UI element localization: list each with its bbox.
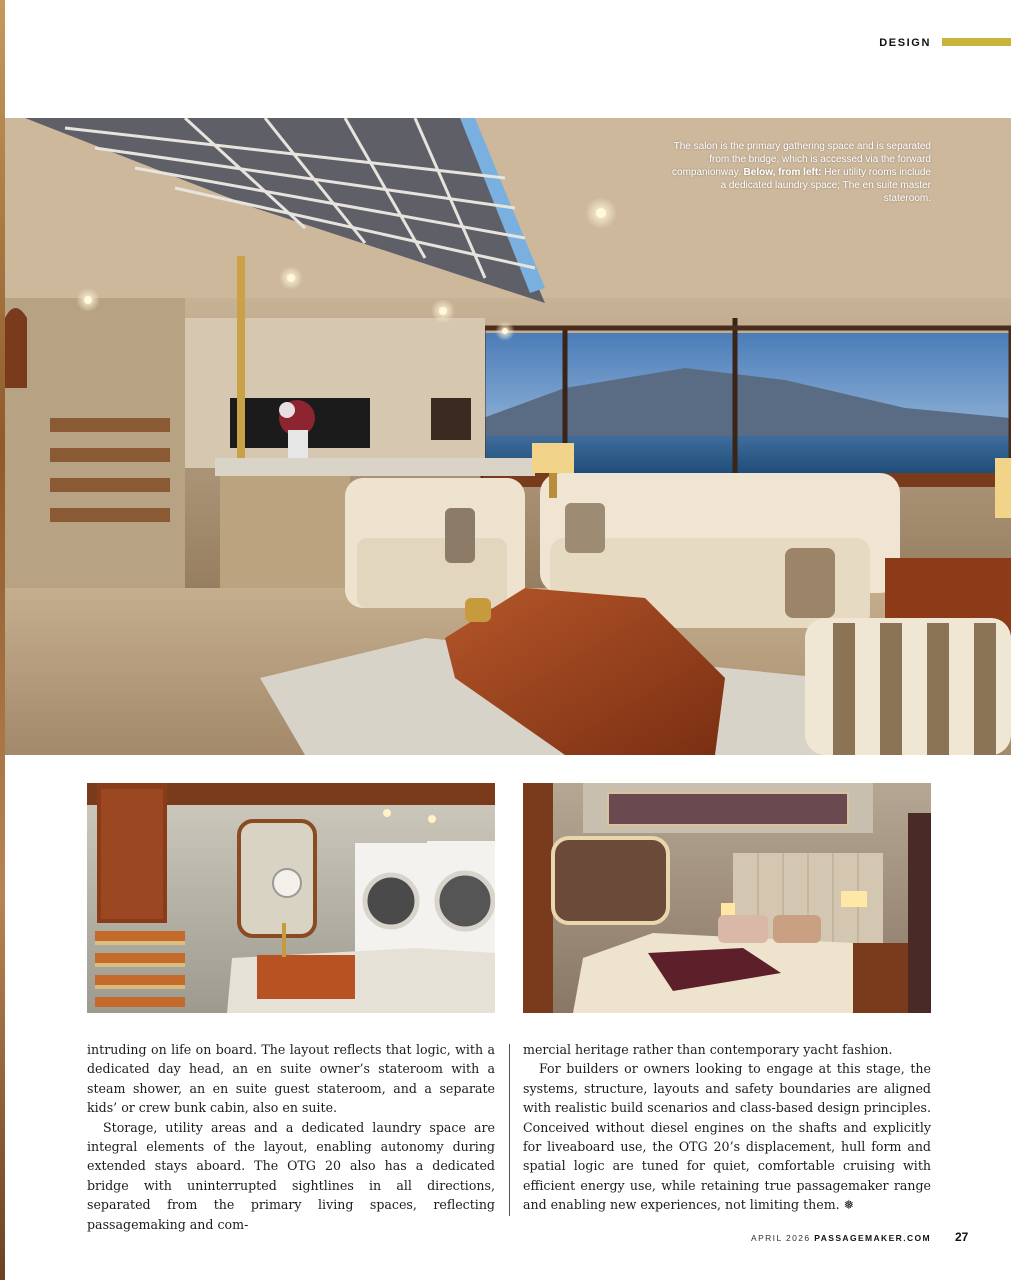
site-name: PASSAGEMAKER.COM xyxy=(814,1233,931,1243)
page-footer xyxy=(751,1233,931,1243)
paragraph: intruding on life on board. The layout reflects that logic, with a dedicated day head, an en suite owner’s stateroom with a steam shower, an en suite guest stateroom, and a separate kids’ or crew bunk cabin, also en suite. xyxy=(87,1042,495,1116)
caption-text-2: Her utility rooms include a dedicated laundry space; The en suite master stateroom. xyxy=(720,167,931,204)
photo-laundry-room xyxy=(87,783,495,1013)
hero-photo-salon xyxy=(5,118,1011,755)
section-label: DESIGN xyxy=(879,37,931,49)
section-accent-bar xyxy=(942,38,1011,46)
hero-caption xyxy=(671,140,931,205)
body-column-left xyxy=(87,1040,495,1234)
column-divider xyxy=(509,1044,510,1216)
caption-text-1: The salon is the primary gathering space and is separated from the bridge, which is accessed via the forward companionway. xyxy=(672,141,931,178)
paragraph: Storage, utility areas and a dedicated laundry space are integral elements of the layout, enabling autonomy during extended stays aboard. The OTG 20 also has a dedicated bridge with uninterrupted sightlines in all directions, separated from the primary living spaces, reflecting passagemaking and com- xyxy=(87,1119,495,1232)
body-column-right xyxy=(523,1040,931,1215)
paragraph: For builders or owners looking to engage at this stage, the systems, structure, layouts and safety boundaries are aligned with realistic build scenarios and class-based design principles. Conceived without diesel engines on the shafts and explicitly for liveaboard use, the OTG 20’s displacement, hull form and spatial logic are tuned for quiet, comfortable cruising with efficient energy use, while retaining true passagemaker range and enabling new experiences, not limiting them. ❅ xyxy=(523,1061,931,1213)
caption-lead-in: Below, from left: xyxy=(743,167,822,178)
page-number: 27 xyxy=(955,1230,969,1244)
paragraph: mercial heritage rather than contemporary yacht fashion. xyxy=(523,1042,893,1057)
photo-master-stateroom xyxy=(523,783,931,1013)
issue-date: APRIL 2026 xyxy=(751,1233,811,1243)
